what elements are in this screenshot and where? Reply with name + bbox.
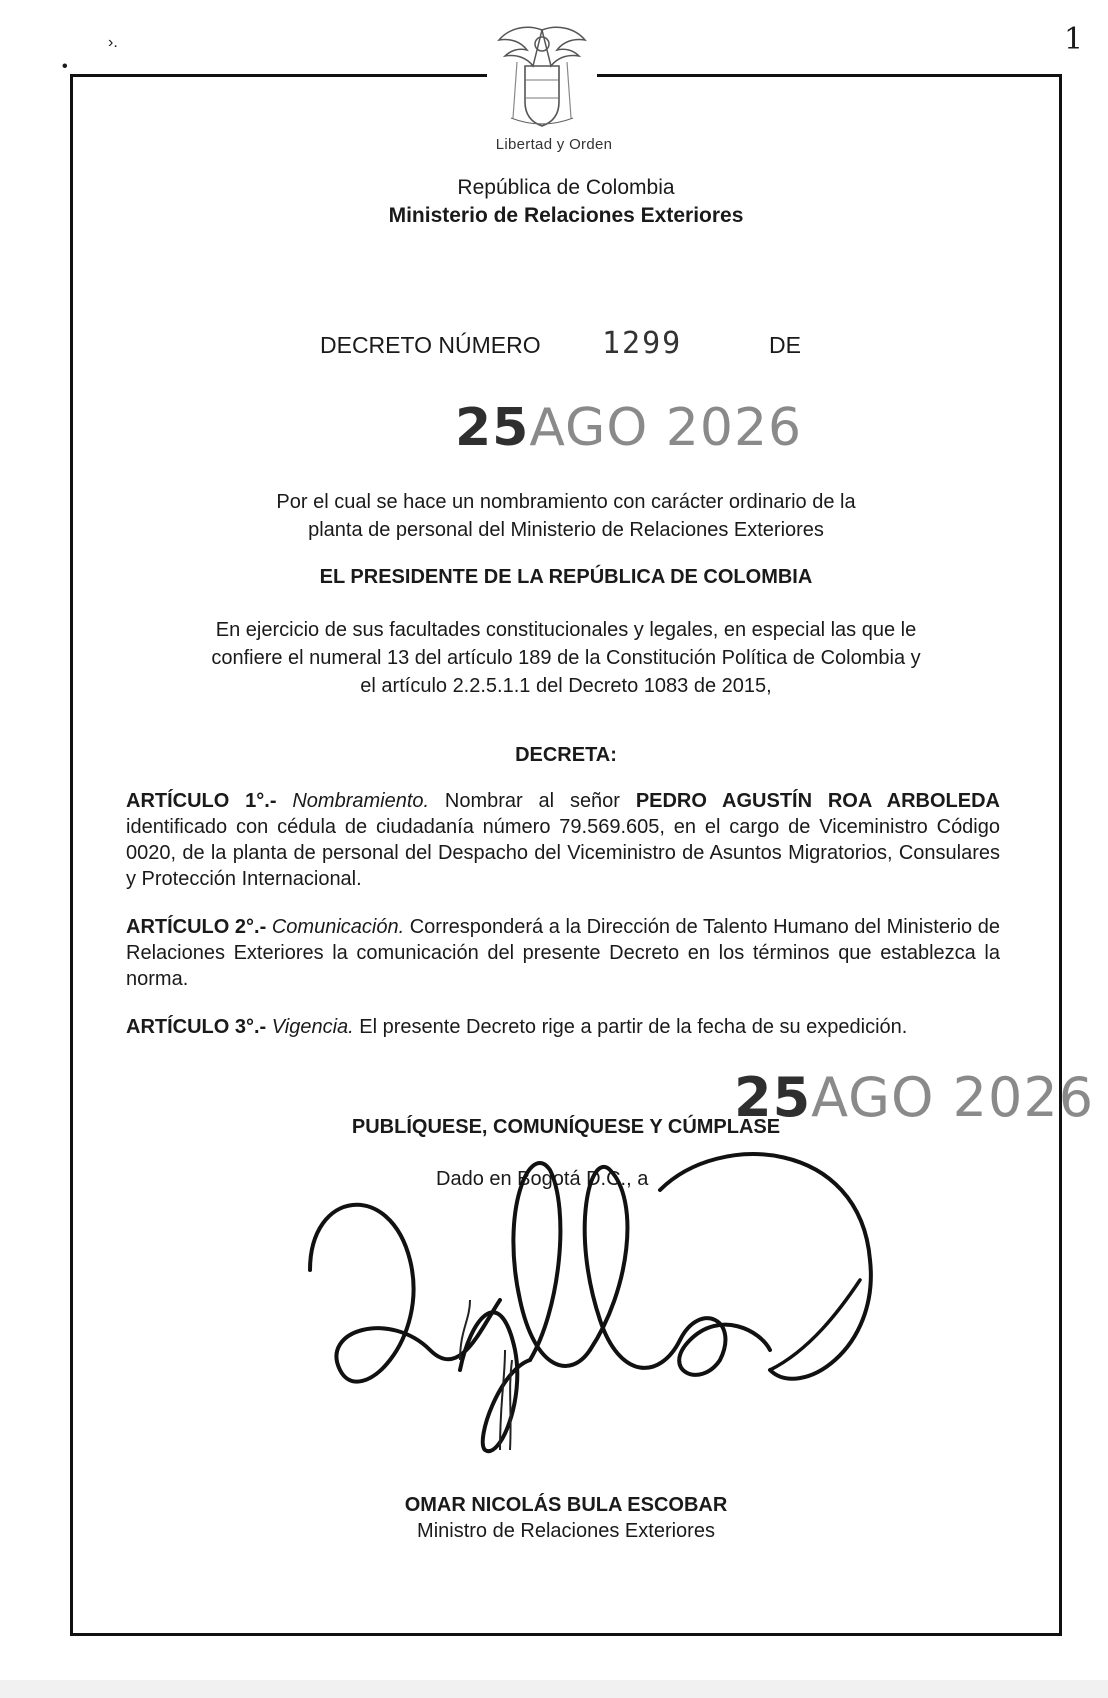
- publiquese-heading: PUBLÍQUESE, COMUNÍQUESE Y CÚMPLASE: [351, 1116, 781, 1138]
- article-title: Comunicación.: [271, 916, 405, 938]
- powers-line: confiere el numeral 13 del artículo 189 de la Constitución Política de Colombia y: [211, 647, 921, 669]
- decreta-heading: DECRETA:: [515, 744, 617, 766]
- powers-line: el artículo 2.2.5.1.1 del Decreto 1083 de 2015,: [360, 675, 772, 697]
- place-date-line: Dado en Bogotá D.C., a: [436, 1168, 649, 1190]
- legal-powers: [70, 616, 1062, 700]
- purpose-line: planta de personal del Ministerio de Relaciones Exteriores: [308, 519, 824, 541]
- stamp-month-year: AGO 2026: [811, 1066, 1095, 1129]
- decree-number: 1299: [602, 326, 683, 361]
- scan-edge: [0, 1680, 1108, 1698]
- signer-name: OMAR NICOLÁS BULA ESCOBAR: [404, 1494, 728, 1516]
- stamp-day: 25: [734, 1066, 812, 1129]
- page-number-handwritten: 1: [1064, 22, 1084, 57]
- president-heading: EL PRESIDENTE DE LA REPÚBLICA DE COLOMBIA: [319, 566, 813, 588]
- article-text: Nombrar al señor: [444, 790, 620, 812]
- article-1: [126, 788, 1000, 892]
- article-head: ARTÍCULO 3°.-: [126, 1016, 267, 1038]
- article-head: ARTÍCULO 2°.-: [126, 916, 267, 938]
- article-3: [126, 1014, 1026, 1040]
- decree-de: DE: [769, 332, 801, 358]
- date-stamp: [455, 398, 802, 458]
- purpose-line: Por el cual se hace un nombramiento con carácter ordinario de la: [276, 491, 856, 513]
- coat-of-arms-icon: [487, 22, 597, 132]
- article-2: [126, 914, 1000, 992]
- decree-label: DECRETO NÚMERO: [320, 332, 541, 358]
- article-title: Nombramiento.: [292, 790, 430, 812]
- appointee-name: PEDRO AGUSTÍN ROA ARBOLEDA: [635, 790, 1000, 812]
- handwritten-signature: [300, 1150, 960, 1510]
- article-head: ARTÍCULO 1°.-: [126, 790, 277, 812]
- article-text: identificado con cédula de ciudadanía número 79.569.605, en el cargo de Viceministro Código 0020, de la planta de personal del Despacho del Viceministro de Asuntos Migratorios, Consulares y Protección Internacional.: [126, 816, 1000, 890]
- signer-role: Ministro de Relaciones Exteriores: [417, 1520, 715, 1542]
- motto: Libertad y Orden: [495, 136, 613, 153]
- decree-purpose: [70, 488, 1062, 544]
- stamp-month-year: AGO 2026: [529, 398, 803, 458]
- margin-mark: •: [62, 58, 68, 75]
- ministry-name: Ministerio de Relaciones Exteriores: [388, 204, 744, 227]
- stamp-day: 25: [455, 398, 530, 458]
- powers-line: En ejercicio de sus facultades constitucionales y legales, en especial las que le: [215, 619, 917, 641]
- article-title: Vigencia.: [271, 1016, 354, 1038]
- margin-mark: ›.: [108, 34, 118, 51]
- country-name: República de Colombia: [457, 176, 675, 199]
- article-text: Corresponderá a la Dirección de Talento Humano del Ministerio de Relaciones Exteriores la comunicación del presente Decreto en los términos que establezca la norma.: [126, 916, 1000, 990]
- article-text: El presente Decreto rige a partir de la fecha de su expedición.: [359, 1016, 908, 1038]
